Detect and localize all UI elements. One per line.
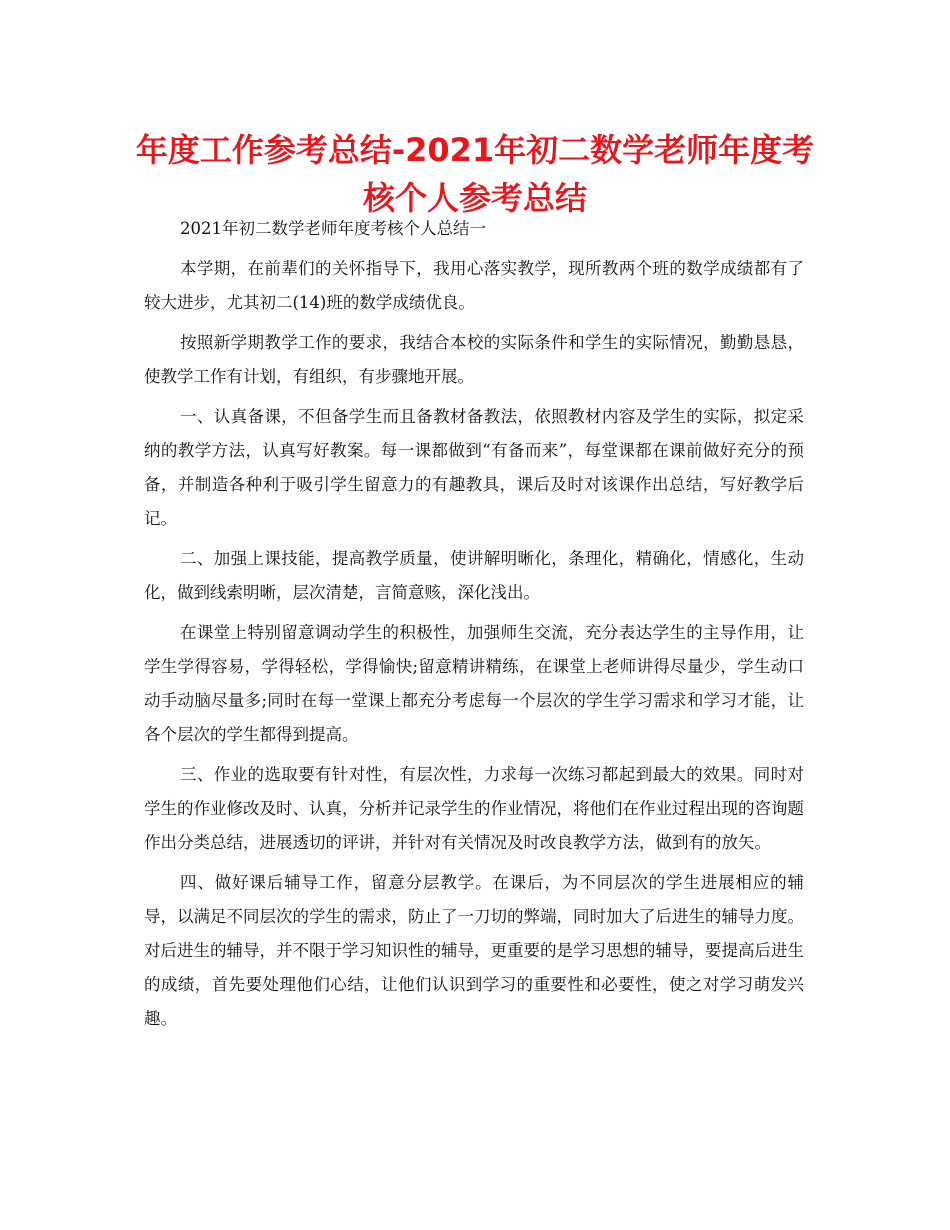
document-body <box>144 212 804 1036</box>
paragraph: 四、做好课后辅导工作，留意分层教学。在课后，为不同层次的学生进展相应的辅导，以满足不同层次的学生的需求，防止了一刀切的弊端，同时加大了后进生的辅导力度。对后进生的辅导，并不限于学习知识性的辅导，更重要的是学习思想的辅导，要提高后进生的成绩，首先要处理他们心结，让他们认识到学习的重要性和必要性，使之对学习萌发兴趣。 <box>144 873 804 1028</box>
paragraph: 本学期，在前辈们的关怀指导下，我用心落实教学，现所教两个班的数学成绩都有了较大进步，尤其初二(14)班的数学成绩优良。 <box>144 259 804 312</box>
paragraph: 三、作业的选取要有针对性，有层次性，力求每一次练习都起到最大的效果。同时对学生的作业修改及时、认真，分析并记录学生的作业情况，将他们在作业过程出现的咨询题作出分类总结，进展透切的评讲，并针对有关情况及时改良教学方法，做到有的放矢。 <box>144 765 804 852</box>
paragraph: 在课堂上特别留意调动学生的积极性，加强师生交流，充分表达学生的主导作用，让学生学得容易，学得轻松，学得愉快;留意精讲精练，在课堂上老师讲得尽量少，学生动口动手动脑尽量多;同时在每一堂课上都充分考虑每一个层次的学生学习需求和学习才能，让各个层次的学生都得到提高。 <box>144 623 804 744</box>
document-title <box>130 126 820 222</box>
paragraph: 一、认真备课，不但备学生而且备教材备教法，依照教材内容及学生的实际，拟定采纳的教学方法，认真写好教案。每一课都做到“有备而来”，每堂课都在课前做好充分的预备，并制造各种利于吸引学生留意力的有趣教具，课后及时对该课作出总结，写好教学后记。 <box>144 407 804 528</box>
paragraph-subtitle: 2021年初二数学老师年度考核个人总结一 <box>180 219 486 238</box>
paragraph: 按照新学期教学工作的要求，我结合本校的实际条件和学生的实际情况，勤勤恳恳，使教学工作有计划，有组织，有步骤地开展。 <box>144 333 804 386</box>
paragraph: 二、加强上课技能，提高教学质量，使讲解明晰化，条理化，精确化，情感化，生动化，做到线索明晰，层次清楚，言简意赅，深化浅出。 <box>144 549 804 602</box>
title-line-2: 核个人参考总结 <box>362 179 587 217</box>
title-line-1: 年度工作参考总结-2021年初二数学老师年度考 <box>135 131 815 169</box>
